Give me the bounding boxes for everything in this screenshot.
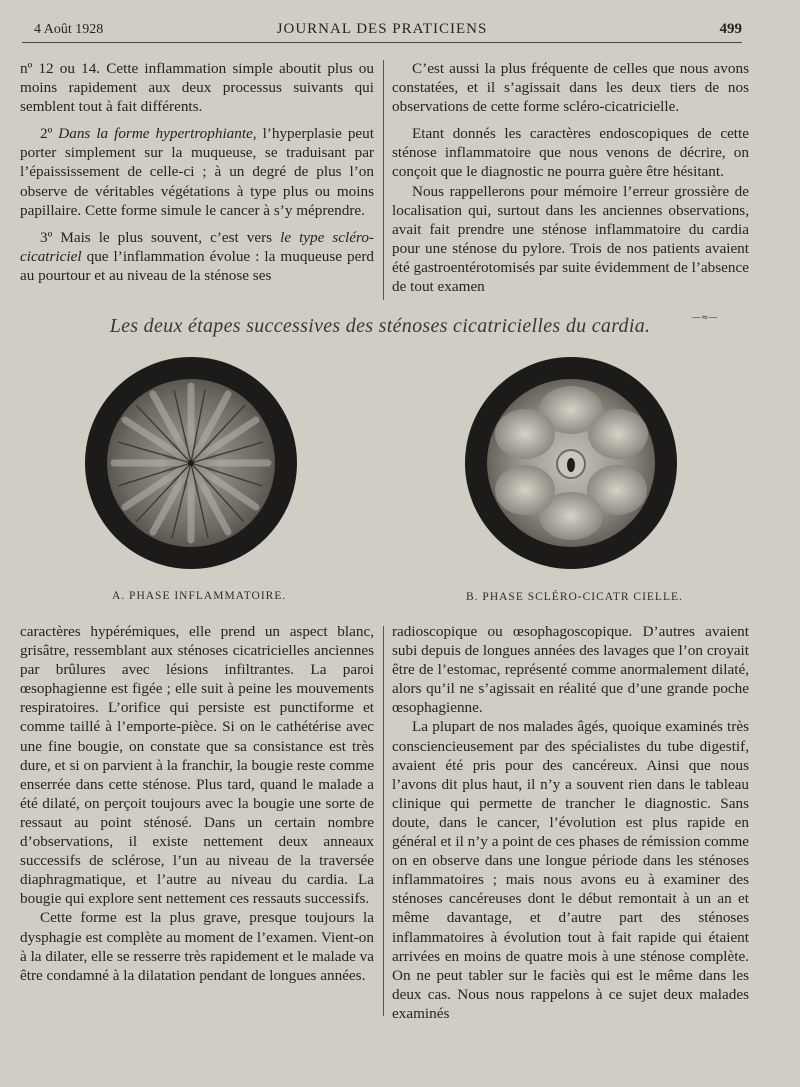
figure-a-inflammatory <box>85 357 297 569</box>
issue-date: 4 Août 1928 <box>34 22 104 37</box>
paragraph: Etant donnés les caractères endoscopiques de cette sténose inflammatoire que nous venons de décrire, on conçoit que le diagnostic ne pourra guère être hésitant. <box>392 125 749 181</box>
figure-b-sclero-cicatricial <box>465 357 677 569</box>
journal-title: JOURNAL DES PRATICIENS <box>276 21 488 37</box>
right-column-top <box>392 59 749 296</box>
left-column-bottom <box>20 622 374 985</box>
paragraph: Cette forme est la plus grave, presque toujours la dysphagie est complète au moment de l’examen. Vient-on à la dilater, elle se resserre très rapidement et le malade va être condamné à la dilatation pendant de longues années. <box>20 909 374 984</box>
endoscopy-figures <box>0 350 800 590</box>
column-divider <box>383 626 384 1016</box>
running-header <box>22 18 742 43</box>
column-divider <box>383 60 384 300</box>
paragraph: Nous rappellerons pour mémoire l’erreur grossière de localisation qui, surtout dans les anciennes observations, avait fait prendre une sténose inflammatoire du cardia pour une sténose du pylore. Trois de nos patients avaient été gastroentérotomisés par suite évidemment de l’absence de tout examen <box>392 182 749 296</box>
stenosis-orifice <box>567 458 575 472</box>
paragraph-hypertrophic-form: 2º Dans la forme hypertrophiante, l’hyperplasie peut porter simplement sur la muqueuse, se traduisant par l’épaississement de celle-ci ; à un degré de plus l’on observe de véritables végétations à type plus ou moins papillaire. Cette forme simule le cancer à s’y méprendre. <box>20 125 374 219</box>
left-column-top <box>20 59 374 285</box>
paragraph: C’est aussi la plus fréquente de celles que nous avons constatées, et il s’agissait dans les deux tiers de nos observations de cette forme scléro-cicatricielle. <box>392 60 749 116</box>
caption-b: B. PHASE SCLÉRO-CICATR CIELLE. <box>466 591 683 603</box>
page-number: 499 <box>719 21 742 37</box>
paragraph: La plupart de nos malades âgés, quoique examinés très consciencieusement par des spécialistes du tube digestif, avaient été pris pour des cancéreux. Ainsi que nous l’avons dit plus haut, il n’y a souvent rien dans le tableau clinique qui permette de trancher le diagnostic. Sans doute, dans le cancer, l’évolution est plus rapide en général et il n’y a point de ces phases de rémission comme on en observe dans une longue période dans les sténoses inflammatoires ; mais nous avons eu à examiner des sténoses cancéreuses dont le début remontait à un an et même davantage, et d’autre part des sténoses inflammatoires à évolution tout à fait rapide qui étaient arrivées en moins de quatre mois à une sténose complète. On ne peut tabler sur le faciès qui est le même dans les deux cas. Nous nous rappelons à ce sujet deux malades examinés <box>392 718 749 1022</box>
paragraph-sclero-form: 3º Mais le plus souvent, c’est vers le type scléro-cicatriciel que l’inflammation évolue : la muqueuse perd au pourtour et au niveau de la sténose ses <box>20 228 374 284</box>
caption-a: A. PHASE INFLAMMATOIRE. <box>112 590 287 602</box>
paragraph: nº 12 ou 14. Cette inflammation simple aboutit plus ou moins rapidement aux deux processus suivants qui semblent tout à fait différents. <box>20 60 374 116</box>
figure-title: Les deux étapes successives des sténoses cicatricielles du cardia. <box>109 315 651 337</box>
right-column-bottom <box>392 622 749 1023</box>
paragraph: radioscopique ou œsophagoscopique. D’autres avaient subi depuis de longues années des lavages que l’on croyait être de l’estomac, représenté comme anormalement dilaté, alors qu’il ne s’agissait en réalité que d’une grande poche œsophagienne. <box>392 623 749 717</box>
printer-mark: —≈— <box>692 313 718 323</box>
paragraph: caractères hypérémiques, elle prend un aspect blanc, grisâtre, ressemblant aux sténoses cicatricielles anciennes par brûlures avec lésions infiltrantes. La paroi œsophagienne est figée ; elle suit à peine les mouvements respiratoires. L’orifice qui persiste est punctiforme et comme taillé à l’emporte-pièce. Si on le cathétérise avec une fine bougie, on constate que sa consistance est très dure, et si on parvient à la franchir, la bougie reste comme enserrée dans cette sténose. Plus tard, quand le malade a été dilaté, on perçoit toujours avec la bougie une sorte de ressaut au point sténosé. Dans un certain nombre d’observations, il existe nettement deux anneaux successifs de sclérose, l’un au niveau de la traversée diaphragmatique, et l’autre au niveau du cardia. La bougie qui explore sent nettement ces ressauts successifs. <box>20 623 374 908</box>
